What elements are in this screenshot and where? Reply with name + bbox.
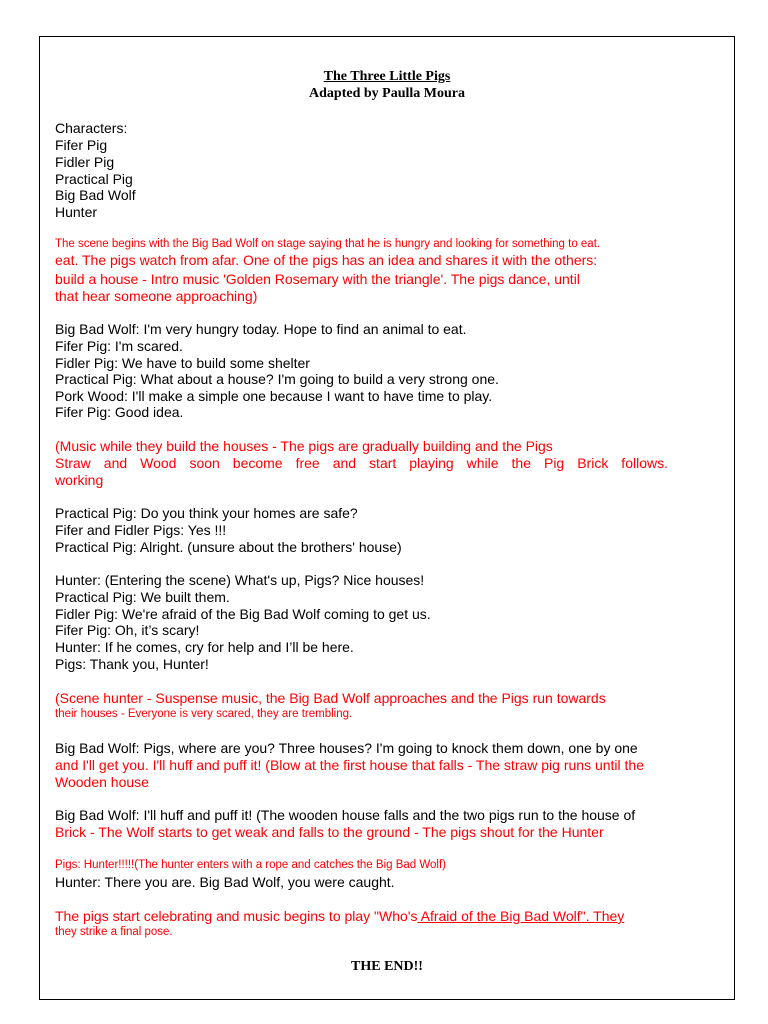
- stage-direction-line: and I'll get you. I'll huff and puff it! (Blow at the first house that falls - The straw pig runs until the: [55, 757, 644, 773]
- dialogue-line: Big Bad Wolf: I'm very hungry today. Hope to find an animal to eat.: [55, 321, 467, 337]
- dialogue-line: Practical Pig: What about a house? I'm going to build a very strong one.: [55, 371, 499, 387]
- stage-direction-line: they strike a final pose.: [55, 926, 173, 938]
- stage-direction-line: their houses - Everyone is very scared, they are trembling.: [55, 708, 353, 720]
- document-page: [39, 36, 735, 1000]
- document-title: The Three Little Pigs: [323, 69, 451, 84]
- dialogue-line: Big Bad Wolf: I'll huff and puff it! (The wooden house falls and the two pigs run to the house of: [55, 807, 636, 823]
- dialogue-line: Hunter: (Entering the scene) What's up, Pigs? Nice houses!: [55, 572, 425, 588]
- dialogue-line: Fidler Pig: We're afraid of the Big Bad Wolf coming to get us.: [55, 606, 431, 622]
- stage-direction-line: eat. The pigs watch from afar. One of the pigs has an idea and shares it with the others:: [55, 252, 598, 268]
- dialogue-line: Fifer and Fidler Pigs: Yes !!!: [55, 522, 227, 538]
- stage-direction-line: Brick - The Wolf starts to get weak and falls to the ground - The pigs shout for the Hunter: [55, 824, 604, 840]
- character-item: Fidler Pig: [55, 154, 115, 170]
- dialogue-line: Practical Pig: We built them.: [55, 589, 230, 605]
- the-end-heading: THE END!!: [351, 959, 423, 974]
- dialogue-line: Big Bad Wolf: Pigs, where are you? Three houses? I'm going to knock them down, one by one: [55, 740, 638, 756]
- stage-direction-line: (Scene hunter - Suspense music, the Big Bad Wolf approaches and the Pigs run towards: [55, 690, 606, 706]
- stage-direction-line: Pigs: Hunter!!!!!(The hunter enters with a rope and catches the Big Bad Wolf): [55, 859, 446, 871]
- characters-heading: Characters:: [55, 120, 128, 136]
- stage-direction-line: that hear someone approaching): [55, 288, 258, 304]
- dialogue-line: Pork Wood: I'll make a simple one because I want to have time to play.: [55, 388, 493, 404]
- stage-direction-line: working: [55, 472, 104, 488]
- dialogue-line: Hunter: There you are. Big Bad Wolf, you were caught.: [55, 874, 395, 890]
- dialogue-line: Practical Pig: Alright. (unsure about the brothers' house): [55, 539, 402, 555]
- dialogue-line: Fidler Pig: We have to build some shelter: [55, 355, 310, 371]
- finale-text: The pigs start celebrating and music begins to play "Who's: [55, 908, 418, 924]
- dialogue-line: Hunter: If he comes, cry for help and I’ll be here.: [55, 639, 354, 655]
- character-item: Big Bad Wolf: [55, 187, 136, 203]
- dialogue-line: Fifer Pig: I'm scared.: [55, 338, 183, 354]
- stage-direction-line: (Music while they build the houses - The pigs are gradually building and the Pigs: [55, 438, 553, 454]
- dialogue-line: Practical Pig: Do you think your homes are safe?: [55, 505, 358, 521]
- dialogue-line: Fifer Pig: Oh, it’s scary!: [55, 622, 200, 638]
- character-item: Fifer Pig: [55, 137, 108, 153]
- stage-direction-line: Wooden house: [55, 774, 149, 790]
- stage-direction-line: build a house - Intro music 'Golden Rosemary with the triangle'. The pigs dance, until: [55, 271, 580, 287]
- character-item: Hunter: [55, 204, 98, 220]
- stage-direction-line: [55, 908, 624, 925]
- character-item: Practical Pig: [55, 171, 133, 187]
- dialogue-line: Pigs: Thank you, Hunter!: [55, 656, 209, 672]
- stage-direction-line: Straw and Wood soon become free and start playing while the Pig Brick follows.: [55, 455, 668, 471]
- stage-direction-line: The scene begins with the Big Bad Wolf on stage saying that he is hungry and looking for something to eat.: [55, 238, 601, 250]
- dialogue-line: Fifer Pig: Good idea.: [55, 404, 184, 420]
- document-subtitle: Adapted by Paulla Moura: [309, 86, 465, 101]
- finale-song-title: Afraid of the Big Bad Wolf". They: [417, 908, 625, 924]
